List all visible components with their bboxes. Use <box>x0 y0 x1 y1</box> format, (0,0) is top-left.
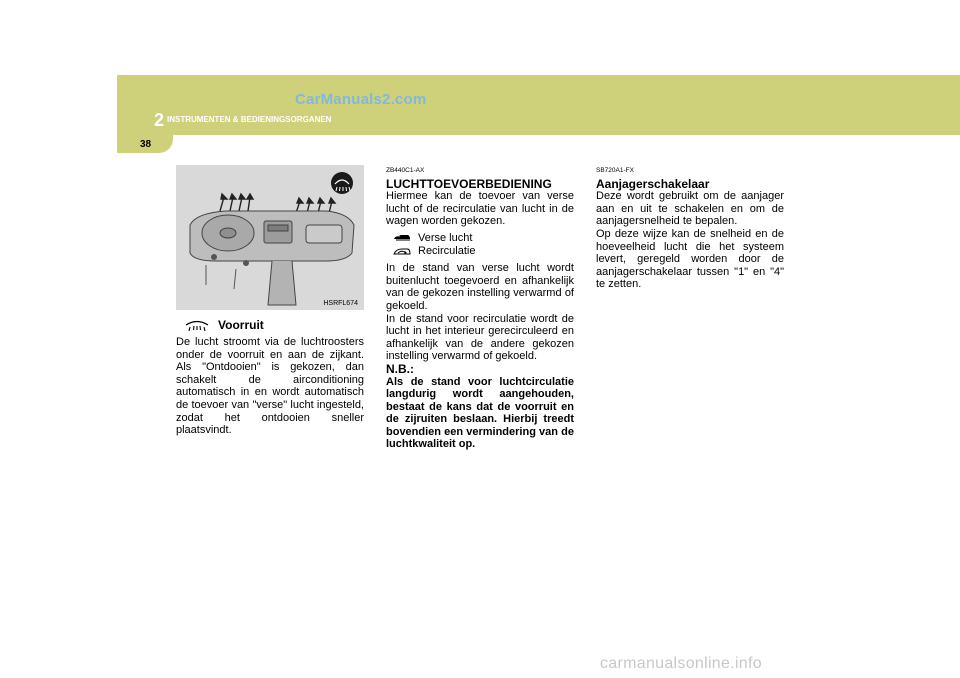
fresh-air-paragraph: In de stand van verse lucht wordt buitenlucht toegevoerd en afhankelijk van de gekozen instelling verwarmd of gekoeld. <box>386 262 574 312</box>
note-body: Als de stand voor luchtcirculatie langdurig wordt aangehouden, bestaat de kans dat de voorruit en de zijruiten beslaan. Hierbij treedt bovendien een vermindering van de luchtkwaliteit op. <box>386 375 574 451</box>
recirculation-icon <box>392 246 412 256</box>
voorruit-body: De lucht stroomt via de luchtroosters onder de voorruit en aan de zijkant. Als "Ontdooien" is gekozen, dan schakelt de airconditioning automatisch in en wordt automatisch de toevoer van "verse" lucht ingesteld, zodat het ontdooien sneller plaatsvindt. <box>176 336 364 437</box>
page-number: 38 <box>140 139 152 150</box>
bottom-watermark[interactable]: carmanualsonline.info <box>600 655 762 672</box>
section-heading-2: Aanjagerschakelaar <box>596 176 710 191</box>
dashboard-image <box>176 165 364 310</box>
aanjager-paragraph-2: Op deze wijze kan de snelheid en de hoeveelheid lucht die het systeem levert, geregeld worden door de aanjagerschakelaar tussen "1" en "4" te zetten. <box>596 227 784 291</box>
column-luchttoevoer <box>386 165 574 451</box>
note-heading: N.B.: <box>386 361 414 376</box>
option-recirculation <box>392 245 574 258</box>
section-heading: LUCHTTOEVOERBEDIENING <box>386 176 552 191</box>
header-band <box>117 75 960 135</box>
column-voorruit <box>176 318 364 437</box>
fresh-air-icon <box>392 233 412 243</box>
chapter-title: INSTRUMENTEN & BEDIENINGSORGANEN <box>167 115 332 124</box>
section-code: ZB440C1-AX <box>386 167 425 174</box>
aanjager-paragraph-1: Deze wordt gebruikt om de aanjager aan en uit te schakelen en om de aanjagersnelheid te bepalen. <box>596 190 784 228</box>
option-fresh-air <box>392 232 574 245</box>
option-recirculation-label: Recirculatie <box>418 244 476 257</box>
section-code-2: SB720A1-FX <box>596 167 634 174</box>
top-watermark[interactable]: CarManuals2.com <box>295 91 427 108</box>
defrost-icon <box>331 172 353 194</box>
voorruit-title: Voorruit <box>218 317 264 332</box>
intro-text: Hiermee kan de toevoer van verse lucht of de recirculatie van lucht in de wagen worden gekozen. <box>386 190 574 228</box>
recirculation-paragraph: In de stand voor recirculatie wordt de lucht in het interieur gerecirculeerd en afhankelijk van de andere gekozen instelling verwarmd of gekoeld. <box>386 312 574 363</box>
voorruit-title-row <box>176 318 364 332</box>
figure-code: HSRFL674 <box>323 300 358 307</box>
dashboard-figure <box>176 165 364 310</box>
airflow-arrows-icon <box>220 194 335 213</box>
column-aanjager <box>596 165 784 291</box>
windshield-defrost-icon <box>182 318 212 332</box>
chapter-number: 2 <box>154 110 165 130</box>
option-fresh-air-label: Verse lucht <box>418 231 473 244</box>
